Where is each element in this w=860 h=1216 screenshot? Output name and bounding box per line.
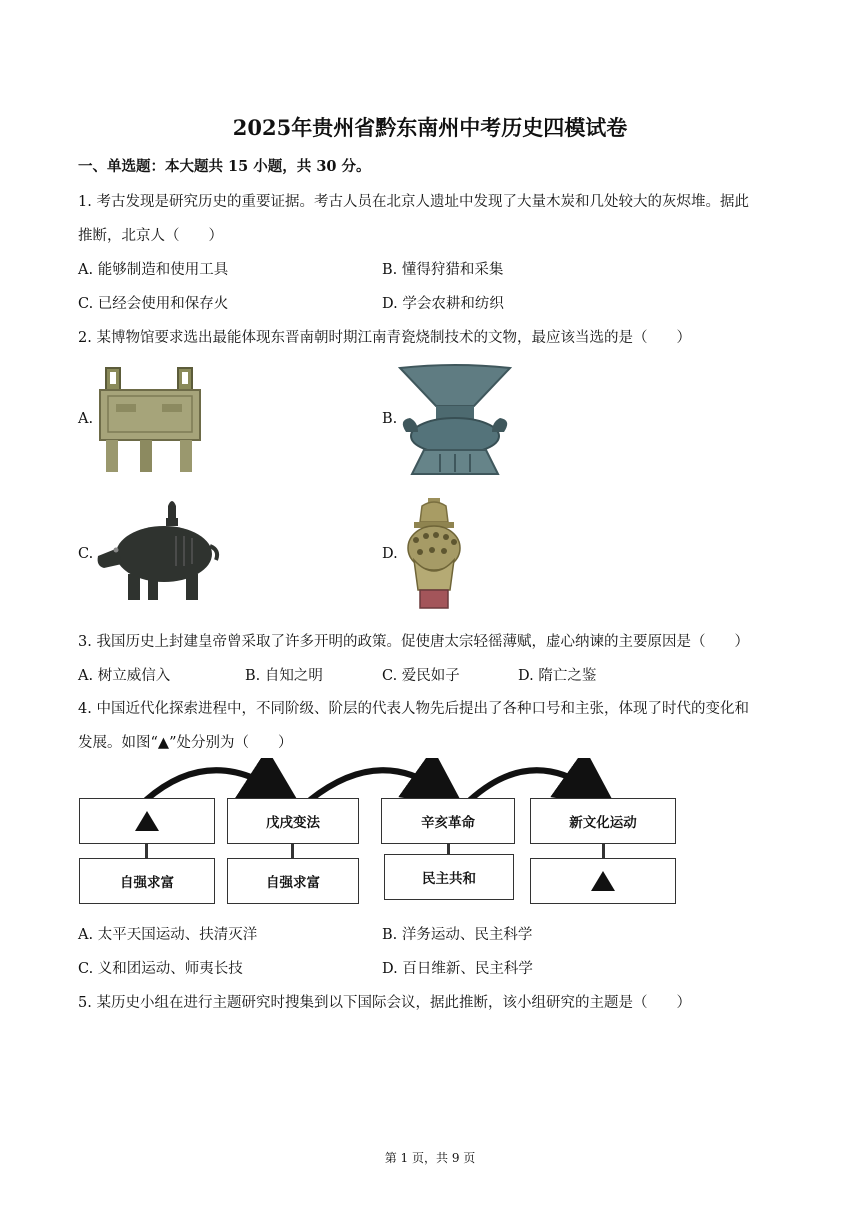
q1-option-b: B. 懂得狩猎和采集 — [382, 262, 504, 278]
q2-stem: 2. 某博物馆要求选出最能体现东晋南朝时期江南青瓷烧制技术的文物，最应该当选的是（ ） — [78, 330, 691, 346]
q2-option-c: C. — [78, 546, 94, 562]
diagram-box-top-3: 新文化运动 — [530, 798, 676, 844]
connector — [145, 844, 148, 858]
celadon-urn-image — [402, 494, 466, 612]
arrow-2 — [310, 770, 440, 800]
triangle-icon — [591, 871, 615, 891]
diagram-box-top-2: 辛亥革命 — [381, 798, 515, 844]
diagram-box-blank-2 — [530, 858, 676, 904]
q1-option-a: A. 能够制造和使用工具 — [78, 262, 229, 278]
q1-option-d: D. 学会农耕和纺织 — [382, 296, 504, 312]
diagram-box-top-1: 戊戌变法 — [227, 798, 359, 844]
q1-option-c: C. 已经会使用和保存火 — [78, 296, 229, 312]
q4-stem-line2: 发展。如图“▲”处分别为（ ） — [78, 735, 293, 751]
q3-option-a: A. 树立威信入 — [78, 668, 171, 684]
page-title: 2025年贵州省黔东南州中考历史四模试卷 — [232, 115, 628, 140]
diagram-box-bottom-3: 民主共和 — [384, 854, 514, 900]
q1-stem-line2: 推断，北京人（ ） — [78, 228, 223, 244]
q3-option-b: B. 自知之明 — [245, 668, 323, 684]
bronze-zun-image — [396, 362, 514, 476]
q4-option-d: D. 百日维新、民主科学 — [382, 961, 533, 977]
q4-option-b: B. 洋务运动、民主科学 — [382, 927, 533, 943]
triangle-icon — [135, 811, 159, 831]
q4-option-c: C. 义和团运动、师夷长技 — [78, 961, 243, 977]
q2-option-a: A. — [78, 411, 94, 427]
page-footer: 第 1 页，共 9 页 — [384, 1151, 476, 1165]
q2-option-d: D. — [382, 546, 398, 562]
q3-option-c: C. 爱民如子 — [382, 668, 460, 684]
arrow-1 — [146, 770, 276, 800]
q3-stem: 3. 我国历史上封建皇帝曾采取了许多开明的政策。促使唐太宗轻徭薄赋，虚心纳谏的主要原因是（ ） — [78, 634, 749, 650]
diagram-box-bottom-1: 自强求富 — [79, 858, 215, 904]
q4-option-a: A. 太平天国运动、扶清灭洋 — [78, 927, 258, 943]
q5-stem: 5. 某历史小组在进行主题研究时搜集到以下国际会议，据此推断，该小组研究的主题是（ ） — [78, 995, 691, 1011]
q2-option-b: B. — [382, 411, 398, 427]
bronze-ding-image — [96, 364, 204, 476]
connector — [291, 844, 294, 858]
q1-stem-line1: 1. 考古发现是研究历史的重要证据。考古人员在北京人遗址中发现了大量木炭和几处较大的灰烬堆。据此 — [78, 194, 749, 210]
bronze-pig-image — [96, 496, 220, 606]
diagram-box-bottom-2: 自强求富 — [227, 858, 359, 904]
connector — [447, 844, 450, 854]
section-heading: 一、单选题：本大题共 15 小题，共 30 分。 — [78, 158, 371, 175]
arrow-3 — [470, 770, 592, 800]
connector — [602, 844, 605, 858]
diagram-box-blank-1 — [79, 798, 215, 844]
q3-option-d: D. 隋亡之鉴 — [518, 668, 597, 684]
q4-stem-line1: 4. 中国近代化探索进程中，不同阶级、阶层的代表人物先后提出了各种口号和主张，体现了时代的变化和 — [78, 701, 749, 717]
